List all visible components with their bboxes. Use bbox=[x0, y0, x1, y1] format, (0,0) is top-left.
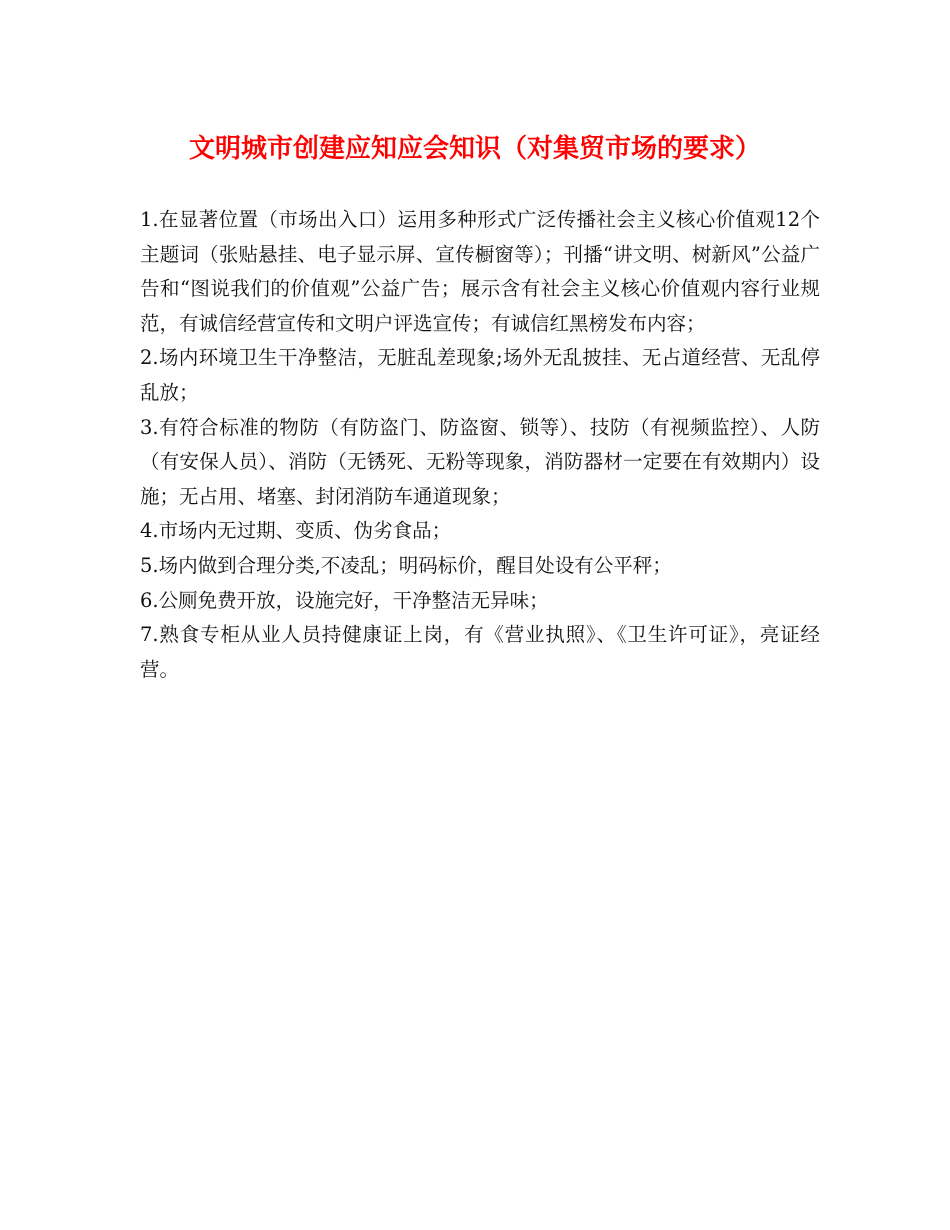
document-title: 文明城市创建应知应会知识（对集贸市场的要求） bbox=[188, 134, 761, 164]
requirements-list bbox=[140, 203, 820, 687]
requirement-item-4: 4.市场内无过期、变质、伪劣食品； bbox=[140, 519, 452, 543]
requirement-item-2: 2.场内环境卫生干净整洁，无脏乱差现象;场外无乱披挂、无占道经营、无乱停乱放； bbox=[140, 346, 820, 404]
requirement-item-1: 1.在显著位置（市场出入口）运用多种形式广泛传播社会主义核心价值观12个主题词（张贴悬挂、电子显示屏、宣传橱窗等）；刊播“讲文明、树新风”公益广告和“图说我们的价值观”公益广告；展示含有社会主义核心价值观内容行业规范，有诚信经营宣传和文明户评选宣传；有诚信红黑榜发布内容； bbox=[140, 208, 820, 335]
requirement-item-6: 6.公厕免费开放，设施完好，干净整洁无异味； bbox=[140, 588, 549, 612]
requirement-item-7: 7.熟食专柜从业人员持健康证上岗，有《营业执照》、《卫生许可证》，亮证经营。 bbox=[140, 623, 820, 681]
requirement-item-5: 5.场内做到合理分类,不凌乱；明码标价，醒目处设有公平秤； bbox=[140, 553, 672, 577]
requirement-item-3: 3.有符合标准的物防（有防盗门、防盗窗、锁等）、技防（有视频监控）、人防（有安保人员）、消防（无锈死、无粉等现象，消防器材一定要在有效期内）设施；无占用、堵塞、封闭消防车通道现象； bbox=[140, 415, 820, 508]
